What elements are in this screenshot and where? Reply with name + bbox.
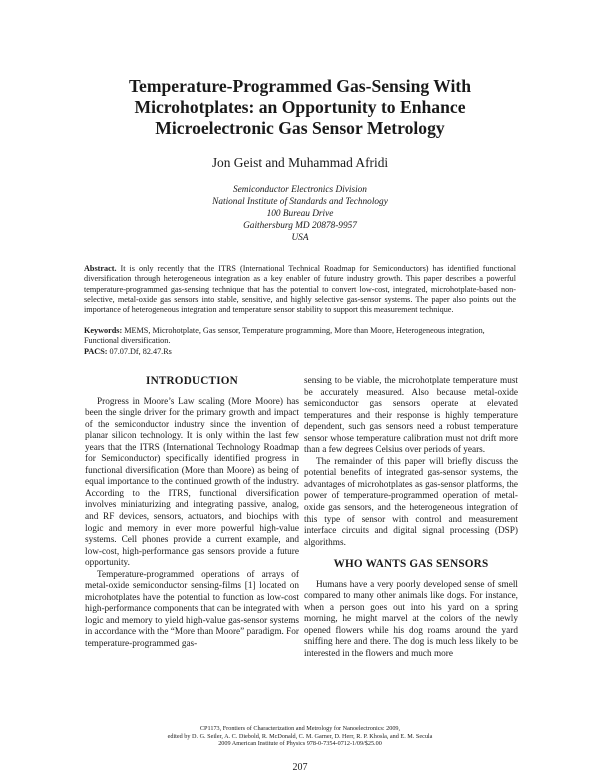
paragraph: The remainder of this paper will briefly discuss the potential benefits of integrated gas-sensor systems, the advantages of microhotplates as gas-sensor platforms, the power of temperature-programmed operation of metal-oxide gas sensors, and the heterogeneous integration of this type of sensor with control and measurement interface circuits and digital signal processing (DSP) algorithms. (304, 456, 518, 548)
abstract-text: It is only recently that the ITRS (International Technical Roadmap for Semiconductors) has identified functional diversification through heterogeneous integration as a key enabler of future industry growth. This paper describes a powerful temperature-programmed gas-sensing technique that has the potential to convert low-cost, integrated, microhotplate-based non-selective, metal-oxide gas sensors into stable, sensitive, and highly selective gas-sensor systems. The paper also points out the importance of heterogeneous integration and temperature sensor stability to support this measurement technique. (84, 264, 516, 315)
affiliation-line: National Institute of Standards and Technology (212, 197, 388, 207)
affiliation-line: 100 Bureau Drive (266, 209, 334, 219)
footer-line: edited by D. G. Seiler, A. C. Diebold, R. McDonald, C. M. Garner, D. Herr, R. P. Khosla, and E. M. Secula (167, 732, 433, 740)
title-line: Temperature-Programmed Gas-Sensing With (128, 76, 472, 96)
right-column (304, 376, 518, 661)
paper-title (60, 76, 540, 139)
page-number: 207 (292, 762, 308, 773)
title-line: Microhotplates: an Opportunity to Enhance (134, 97, 466, 117)
pacs (84, 347, 516, 357)
section-heading-who-wants-gas-sensors: WHO WANTS GAS SENSORS (333, 558, 489, 571)
pacs-label: PACS: (84, 347, 108, 356)
footer-line: CP1173, Frontiers of Characterization and Metrology for Nanoelectronics: 2009, (199, 725, 401, 732)
affiliation-line: USA (291, 233, 309, 243)
abstract (84, 264, 516, 315)
paragraph: Progress in Moore’s Law scaling (More Moore) has been the single driver for the primary growth and impact of the semiconductor industry since the invention of planar silicon technology. It is only within the last few years that the ITRS (International Technology Roadmap for Semiconductor) specifically identified progress in functional diversification (More than Moore) as being of equal importance to the continued growth of the industry. According to the ITRS, functional diversification involves miniaturizing and integrating passive, analog, and RF devices, sensors, actuators, and biochips with logic and memory in ever more powerful high-value systems. Cell phones provide a current example, and low-cost, high-performance gas sensors provide a future opportunity. (85, 396, 299, 569)
abstract-label: Abstract. (84, 264, 117, 273)
footer-line: 2009 American Institute of Physics 978-0-7354-0712-1/09/$25.00 (218, 740, 382, 748)
affiliation-line: Semiconductor Electronics Division (233, 185, 367, 195)
keywords-label: Keywords: (84, 326, 123, 335)
authors: Jon Geist and Muhammad Afridi (211, 155, 389, 170)
keywords (84, 326, 516, 347)
affiliation (100, 184, 500, 244)
keywords-text: MEMS, Microhotplate, Gas sensor, Temperature programming, More than Moore, Heterogeneous integration, Functional diversification. (84, 326, 485, 346)
paragraph: Humans have a very poorly developed sense of smell compared to many other animals like dogs. For instance, when a person goes out into his yard on a spring morning, he might marvel at the colors of the newly opened flowers while his dog roams around the yard sniffing here and there. The dog is much less likely to be interested in the flowers and much more (304, 579, 518, 660)
footer-citation (100, 725, 500, 748)
title-line: Microelectronic Gas Sensor Metrology (155, 118, 445, 138)
affiliation-line: Gaithersburg MD 20878-9957 (243, 221, 357, 231)
paragraph: sensing to be viable, the microhotplate temperature must be accurately measured. Also because metal-oxide semiconductor gas sensors operate at elevated temperatures and their response is highly temperature dependent, such gas sensors need a robust temperature sensor whose temperature calibration must not drift more than a few degrees Celsius over periods of years. (304, 376, 518, 456)
left-column (85, 376, 299, 651)
pacs-text: 07.07.Df, 82.47.Rs (107, 347, 172, 356)
section-heading-introduction: INTRODUCTION (146, 375, 238, 387)
paragraph: Temperature-programmed operations of arrays of metal-oxide semiconductor sensing-films [1] located on microhotplates have the potential to function as low-cost high-performance components that can be integrated with logic and memory to yield high-value gas-sensor systems in accordance with the “More than Moore” paradigm. For temperature-programmed gas- (85, 569, 299, 650)
